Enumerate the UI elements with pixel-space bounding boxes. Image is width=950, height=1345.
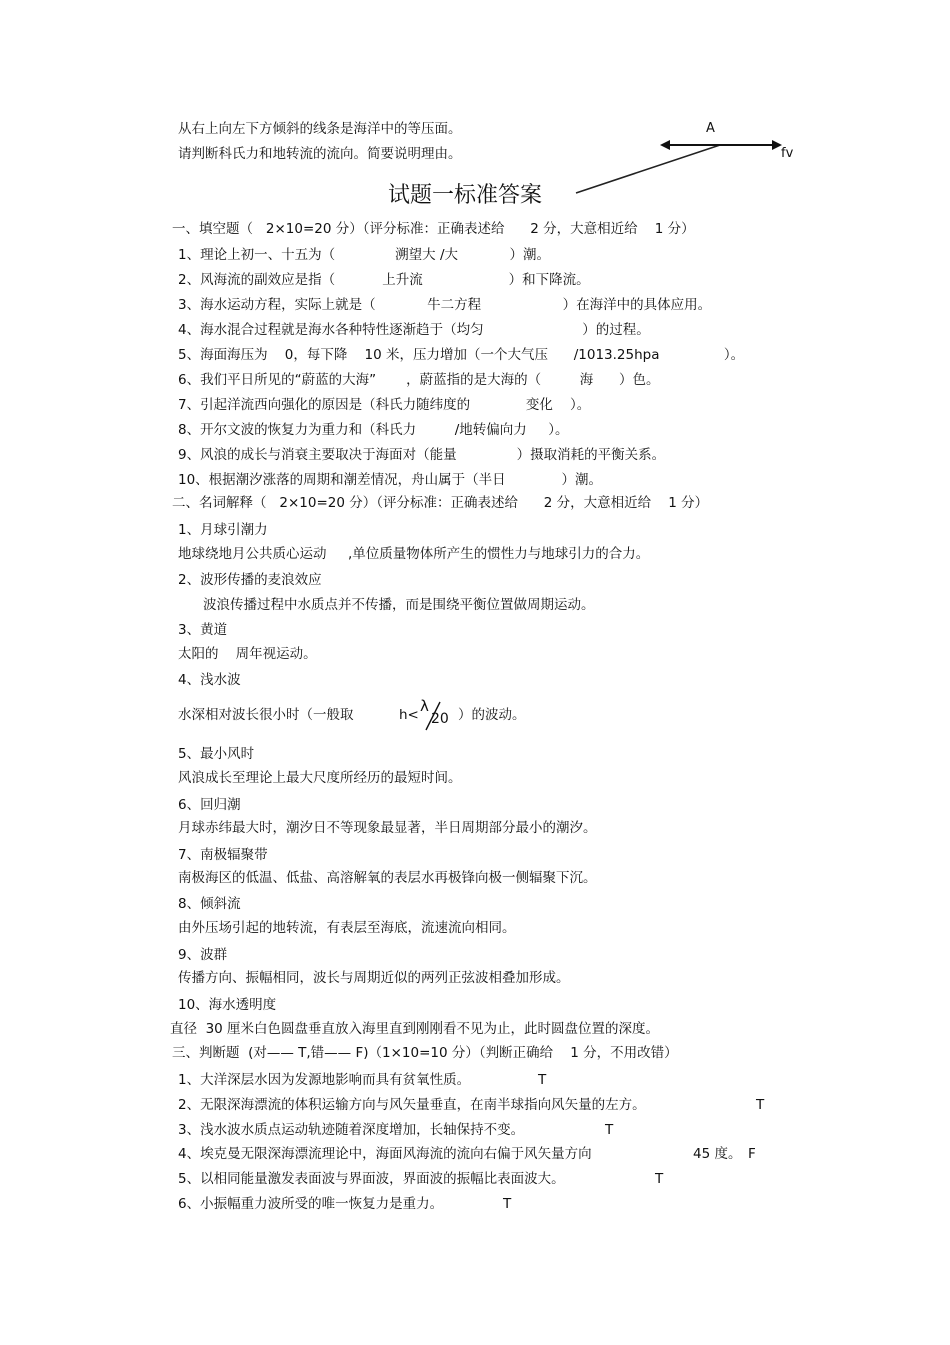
definition-6: 月球赤纬最大时，潮汐日不等现象最显著，半日周期部分最小的潮汐。 <box>178 820 597 836</box>
judge-answer-5: T <box>655 1171 664 1187</box>
term-8: 8、倾斜流 <box>178 896 241 912</box>
intro-line-1: 从右上向左下方倾斜的线条是海洋中的等压面。 <box>178 121 462 137</box>
judge-item-6: 6、小振幅重力波所受的唯一恢复力是重力。 <box>178 1196 444 1212</box>
section2-heading: 二、名词解释（ 2×10=20 分）（评分标准：正确表述给 2 分，大意相近给 1 分） <box>172 495 709 511</box>
fill-item-5: 5、海面海压为 0，每下降 10 米，压力增加（一个大气压 /1013.25hpa ）。 <box>178 347 745 363</box>
judge-item-4: 4、埃克曼无限深海漂流理论中，海面风海流的流向右偏于风矢量方向 <box>178 1146 592 1162</box>
judge-answer-4: F <box>748 1146 756 1162</box>
fill-item-1: 1、理论上初一、十五为（ 溯望大 /大 ）潮。 <box>178 247 551 263</box>
term-9: 9、波群 <box>178 947 228 963</box>
definition-2: 波浪传播过程中水质点并不传播，而是围绕平衡位置做周期运动。 <box>203 597 595 613</box>
term-10: 10、海水透明度 <box>178 997 277 1013</box>
fill-item-3: 3、海水运动方程，实际上就是（ 牛二方程 ）在海洋中的具体应用。 <box>178 297 712 313</box>
term-7: 7、南极辐聚带 <box>178 847 268 863</box>
fill-item-4: 4、海水混合过程就是海水各种特性逐渐趋于（均匀 ）的过程。 <box>178 322 650 338</box>
fill-item-9: 9、风浪的成长与消衰主要取决于海面对（能量 ）摄取消耗的平衡关系。 <box>178 447 666 463</box>
definition-4-h: h< <box>399 707 419 723</box>
page-title: 试题一标准答案 <box>387 183 542 208</box>
arrow-head-left-icon <box>660 140 670 150</box>
judge-item-1: 1、大洋深层水因为发源地影响而具有贫氧性质。 <box>178 1072 471 1088</box>
lambda-symbol: λ <box>420 697 429 715</box>
section3-heading: 三、判断题 (对—— T,错—— F)（1×10=10 分）（判断正确给 1 分，不用改错） <box>172 1045 678 1061</box>
judge-item-3: 3、浅水波水质点运动轨迹随着深度增加，长轴保持不变。 <box>178 1122 525 1138</box>
lambda-over-20-fraction <box>420 697 456 733</box>
definition-10: 直径 30 厘米白色圆盘垂直放入海里直到刚刚看不见为止，此时圆盘位置的深度。 <box>170 1021 660 1037</box>
term-2: 2、波形传播的麦浪效应 <box>178 572 322 588</box>
definition-4-post: ）的波动。 <box>458 707 526 723</box>
fill-item-6: 6、我们平日所见的“蔚蓝的大海” ，蔚蓝指的是大海的（ 海 ）色。 <box>178 372 660 388</box>
fill-item-8: 8、开尔文波的恢复力为重力和（科氏力 /地转偏向力 ）。 <box>178 422 569 438</box>
fill-item-2: 2、风海流的副效应是指（ 上升流 ）和下降流。 <box>178 272 590 288</box>
fill-item-10: 10、根据潮汐涨落的周期和潮差情况，舟山属于（半日 ）潮。 <box>178 472 602 488</box>
definition-8: 由外压场引起的地转流，有表层至海底，流速流向相同。 <box>178 920 516 936</box>
definition-1: 地球绕地月公共质心运动 ,单位质量物体所产生的惯性力与地球引力的合力。 <box>178 546 650 562</box>
term-3: 3、黄道 <box>178 622 228 638</box>
term-1: 1、月球引潮力 <box>178 522 268 538</box>
section1-heading: 一、填空题（ 2×10=20 分）（评分标准：正确表述给 2 分，大意相近给 1 分） <box>172 221 695 237</box>
diagram-label-fv: fv <box>781 146 794 161</box>
fill-item-7: 7、引起洋流西向强化的原因是（科氏力随纬度的 变化 ）。 <box>178 397 591 413</box>
term-4: 4、浅水波 <box>178 672 241 688</box>
judge-item-2: 2、无限深海漂流的体积运输方向与风矢量垂直，在南半球指向风矢量的左方。 <box>178 1097 646 1113</box>
intro-line-2: 请判断科氏力和地转流的流向。简要说明理由。 <box>178 146 462 162</box>
term-6: 6、回归潮 <box>178 797 241 813</box>
definition-7: 南极海区的低温、低盐、高溶解氧的表层水再极锋向极一侧辐聚下沉。 <box>178 870 597 886</box>
judge-item-4-degrees: 45 度。 <box>693 1146 742 1162</box>
diagram-label-a: A <box>706 121 715 136</box>
definition-4-pre: 水深相对波长很小时（一般取 <box>178 707 354 723</box>
definition-5: 风浪成长至理论上最大尺度所经历的最短时间。 <box>178 770 462 786</box>
definition-3: 太阳的 周年视运动。 <box>178 646 317 662</box>
judge-answer-6: T <box>503 1196 512 1212</box>
judge-answer-2: T <box>756 1097 765 1113</box>
definition-9: 传播方向、振幅相同，波长与周期近似的两列正弦波相叠加形成。 <box>178 970 570 986</box>
term-5: 5、最小风时 <box>178 746 255 762</box>
fraction-denominator: 20 <box>431 711 449 727</box>
judge-answer-1: T <box>538 1072 547 1088</box>
judge-item-5: 5、以相同能量激发表面波与界面波，界面波的振幅比表面波大。 <box>178 1171 565 1187</box>
judge-answer-3: T <box>605 1122 614 1138</box>
